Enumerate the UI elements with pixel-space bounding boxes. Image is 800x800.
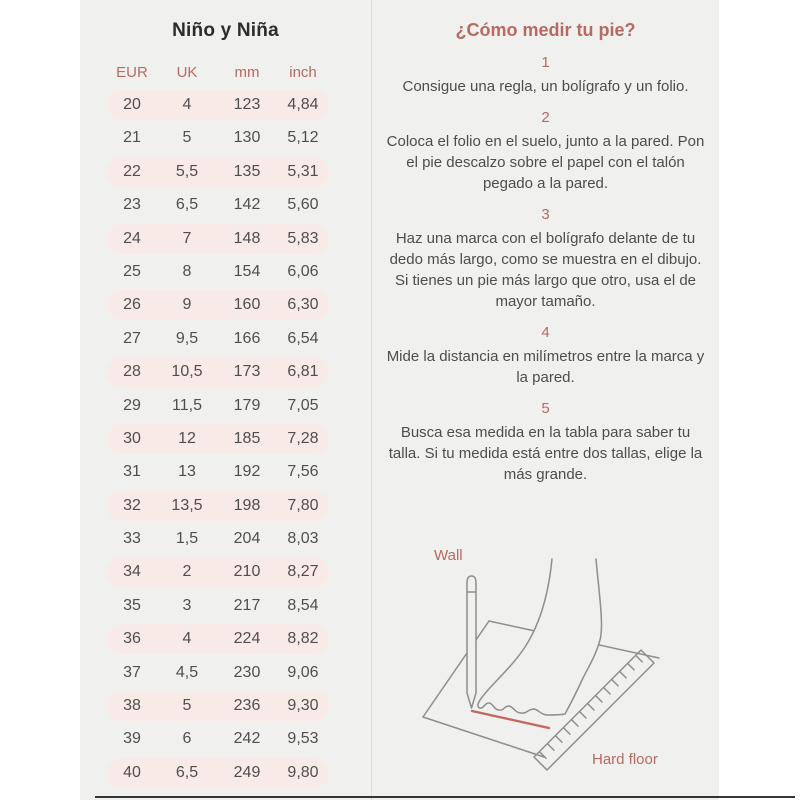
cell-eur: 20 [123, 96, 141, 113]
table-row [107, 524, 329, 554]
cell-eur: 26 [123, 296, 141, 314]
table-row [107, 290, 329, 320]
cell-inch: 8,27 [287, 563, 319, 581]
table-row [107, 624, 329, 654]
cell-eur: 38 [123, 697, 141, 715]
cell-eur: 36 [123, 630, 141, 648]
cell-eur: 25 [123, 262, 141, 280]
cell-inch: 9,80 [287, 763, 319, 781]
cell-mm: 130 [233, 129, 261, 147]
hard-floor-label: Hard floor [592, 751, 658, 768]
cell-uk: 5 [182, 129, 192, 147]
step-number: 3 [541, 206, 550, 223]
cell-uk: 6,5 [175, 763, 199, 781]
step-number: 2 [541, 109, 550, 126]
cell-mm: 148 [233, 229, 261, 247]
cell-uk: 8 [182, 262, 192, 280]
cell-uk: 1,5 [175, 530, 199, 548]
cell-eur: 27 [123, 329, 141, 347]
cell-inch: 8,82 [287, 630, 319, 648]
cell-mm: 242 [233, 730, 261, 748]
measurement-line [472, 711, 549, 728]
step-text: Haz una marca con el bolígrafo delante de tu dedo más largo, como se muestra en el dibujo. Si tienes un pie más largo que otro, usa el de mayor tamaño. [389, 230, 702, 310]
cell-uk: 4 [182, 96, 192, 113]
foot-outline [478, 559, 602, 715]
cell-inch: 6,30 [287, 296, 319, 314]
step-text: Mide la distancia en milímetros entre la marca y la pared. [386, 348, 705, 386]
cell-uk: 12 [178, 429, 196, 447]
cell-eur: 29 [123, 396, 141, 414]
table-row [107, 557, 329, 587]
table-row [107, 257, 329, 287]
cell-inch: 8,03 [287, 530, 319, 548]
cell-mm: 236 [233, 697, 261, 715]
cell-eur: 39 [123, 730, 141, 748]
cell-mm: 166 [233, 329, 261, 347]
pencil [467, 576, 476, 708]
cell-mm: 179 [233, 396, 261, 414]
table-row [107, 491, 329, 521]
foot-measurement-illustration [372, 545, 719, 795]
cell-eur: 40 [123, 763, 141, 781]
cell-eur: 31 [123, 463, 141, 481]
cell-inch: 6,06 [287, 262, 319, 280]
cell-eur: 30 [123, 429, 141, 447]
column-header-mm: mm [234, 64, 260, 81]
cell-mm: 210 [233, 563, 261, 581]
cell-uk: 11,5 [172, 396, 202, 414]
steps-list [372, 54, 719, 485]
step-number: 1 [541, 54, 550, 71]
cell-inch: 4,84 [287, 96, 319, 113]
cell-mm: 230 [233, 663, 261, 681]
cell-inch: 7,05 [287, 396, 319, 414]
cell-uk: 9 [182, 296, 192, 314]
cell-mm: 135 [233, 162, 261, 180]
table-row [107, 457, 329, 487]
guide-title: ¿Cómo medir tu pie? [455, 20, 636, 40]
table-row [107, 157, 329, 187]
cell-mm: 204 [233, 530, 261, 548]
cell-inch: 9,53 [287, 730, 319, 748]
table-row [107, 591, 329, 621]
cell-inch: 5,31 [287, 162, 319, 180]
cell-uk: 5,5 [175, 162, 199, 180]
size-table-body [80, 90, 371, 788]
table-row [107, 224, 329, 254]
cell-inch: 6,54 [287, 329, 319, 347]
column-header-eur: EUR [116, 64, 148, 81]
table-title: Niño y Niña [172, 20, 279, 41]
cell-inch: 7,56 [287, 463, 319, 481]
step-text: Busca esa medida en la tabla para saber tu talla. Si tu medida está entre dos tallas, elige la más grande. [388, 424, 703, 483]
cell-uk: 6,5 [175, 196, 199, 214]
cell-mm: 192 [233, 463, 261, 481]
cell-mm: 173 [233, 363, 261, 381]
cell-mm: 249 [233, 763, 261, 781]
cell-eur: 33 [123, 530, 141, 548]
cell-inch: 9,30 [287, 697, 319, 715]
cell-eur: 24 [123, 229, 141, 247]
bottom-border-line [95, 796, 795, 798]
cell-mm: 224 [233, 630, 261, 648]
table-row [107, 424, 329, 454]
cell-mm: 160 [233, 296, 261, 314]
cell-mm: 142 [233, 196, 261, 214]
step-number: 4 [541, 324, 550, 341]
cell-uk: 6 [182, 730, 192, 748]
cell-eur: 22 [123, 162, 141, 180]
table-row [107, 190, 329, 220]
table-row [107, 758, 329, 788]
table-header-row [107, 65, 329, 81]
cell-uk: 3 [182, 596, 192, 614]
column-header-inch: inch [289, 64, 317, 81]
table-row [107, 391, 329, 421]
cell-eur: 21 [123, 129, 141, 147]
column-header-uk: UK [176, 64, 198, 81]
table-row [107, 357, 329, 387]
cell-uk: 7 [182, 229, 192, 247]
table-row [107, 123, 329, 153]
cell-uk: 13,5 [171, 496, 203, 514]
wall-label: Wall [434, 547, 463, 564]
cell-mm: 217 [233, 596, 261, 614]
cell-inch: 5,83 [287, 229, 319, 247]
cell-uk: 5 [182, 697, 192, 715]
table-row [107, 324, 329, 354]
table-row [107, 691, 329, 721]
cell-uk: 13 [178, 463, 196, 481]
cell-uk: 4,5 [175, 663, 199, 681]
cell-inch: 5,60 [287, 196, 319, 214]
cell-eur: 23 [123, 196, 141, 214]
cell-mm: 154 [233, 262, 261, 280]
cell-mm: 185 [233, 429, 261, 447]
cell-eur: 35 [123, 596, 141, 614]
step-number: 5 [541, 400, 550, 417]
step-text: Coloca el folio en el suelo, junto a la pared. Pon el pie descalzo sobre el papel con el talón pegado a la pared. [386, 133, 705, 192]
cell-inch: 6,81 [287, 363, 319, 381]
cell-inch: 5,12 [287, 129, 319, 147]
cell-uk: 10,5 [171, 363, 203, 381]
cell-eur: 28 [123, 363, 141, 381]
cell-eur: 34 [123, 563, 141, 581]
size-table-section [80, 0, 371, 800]
cell-inch: 9,06 [287, 663, 319, 681]
cell-eur: 32 [123, 496, 141, 514]
cell-inch: 7,28 [287, 429, 319, 447]
measuring-guide-section [372, 0, 719, 800]
table-row [107, 724, 329, 754]
cell-inch: 8,54 [287, 596, 319, 614]
cell-inch: 7,80 [287, 496, 319, 514]
size-guide-panel [80, 0, 719, 800]
foot-measurement-drawing [372, 545, 719, 795]
cell-uk: 4 [182, 630, 192, 648]
cell-eur: 37 [123, 663, 141, 681]
step-text: Consigue una regla, un bolígrafo y un folio. [402, 78, 689, 95]
cell-uk: 9,5 [175, 329, 199, 347]
table-row [107, 658, 329, 688]
table-row [107, 90, 329, 120]
cell-uk: 2 [182, 563, 192, 581]
cell-mm: 198 [233, 496, 261, 514]
cell-mm: 123 [233, 96, 261, 113]
